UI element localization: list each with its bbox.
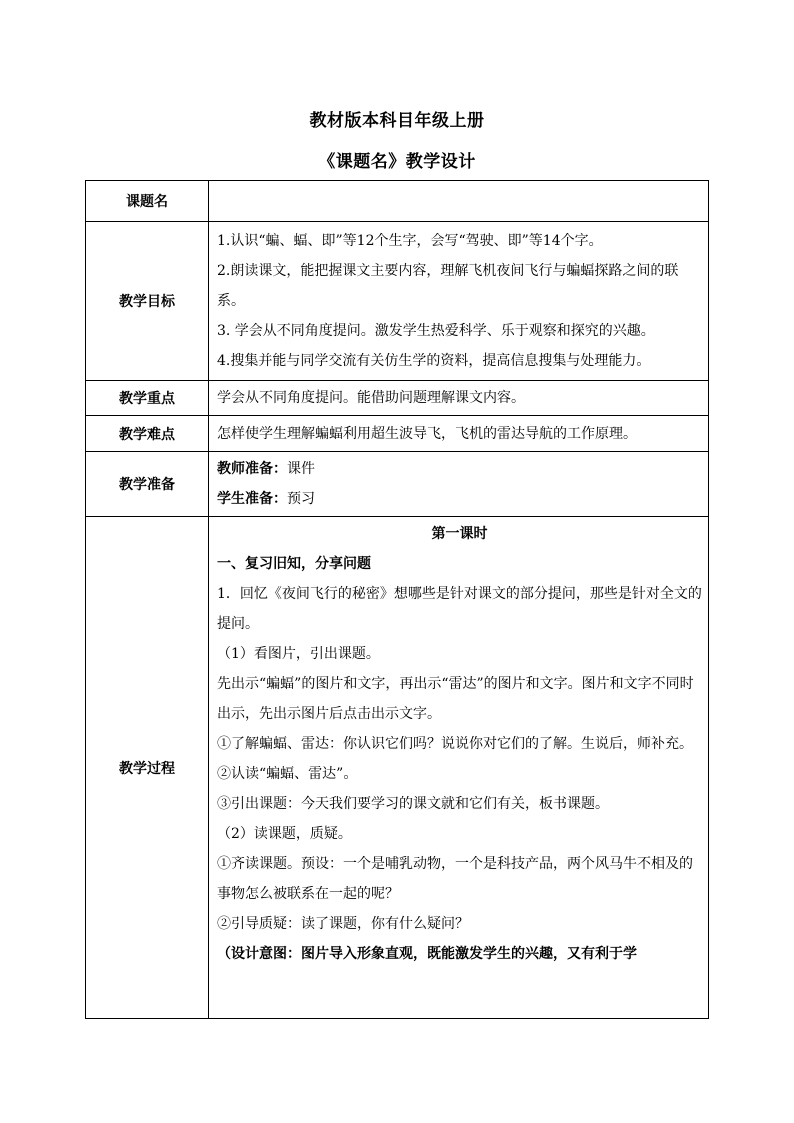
teacher-prep-label: 教师准备： <box>217 461 287 477</box>
student-prep-label: 学生准备： <box>217 491 287 507</box>
document-title: 教材版本科目年级上册 <box>309 111 485 131</box>
key-point-label: 教学重点 <box>86 381 209 416</box>
lesson-plan-table <box>85 180 709 1019</box>
process-content <box>209 517 709 1019</box>
goal-item: 3. 学会从不同角度提问。激发学生热爱科学、乐于观察和探究的兴趣。 <box>217 323 655 339</box>
process-line: （2）读课题，质疑。 <box>217 826 352 842</box>
difficulty-value: 怎样使学生理解蝙蝠利用超生波导飞，飞机的雷达导航的工作原理。 <box>209 416 709 452</box>
process-line: 1．回忆《夜间飞行的秘密》想哪些是针对课文的部分提问，那些是针对全文的提问。 <box>217 586 702 632</box>
preparation-content <box>209 452 709 517</box>
session-heading: 第一课时 <box>431 526 488 542</box>
process-line: 先出示“蝙蝠”的图片和文字，再出示“雷达”的图片和文字。图片和文字不同时出示，先出示图片后点击出示文字。 <box>217 676 694 722</box>
teacher-prep <box>217 454 702 484</box>
process-line: ②认读“蝙蝠、雷达”。 <box>217 766 358 782</box>
process-line: ②引导质疑：读了课题，你有什么疑问？ <box>217 916 469 932</box>
row-topic <box>86 181 709 222</box>
goal-item: 1.认识“蝙、蝠、即”等12个生字，会写“驾驶、即”等14个字。 <box>217 233 603 249</box>
student-prep-value: 预习 <box>287 491 315 507</box>
goals-content <box>209 222 709 381</box>
difficulty-label: 教学难点 <box>86 416 209 452</box>
section-heading: 一、复习旧知，分享问题 <box>217 556 371 572</box>
process-label: 教学过程 <box>86 517 209 1019</box>
process-line: ①了解蝙蝠、雷达：你认识它们吗？说说你对它们的了解。生说后，师补充。 <box>217 736 693 752</box>
goals-label: 教学目标 <box>86 222 209 381</box>
row-preparation <box>86 452 709 517</box>
process-line: ①齐读课题。预设：一个是哺乳动物，一个是科技产品，两个风马牛不相及的事物怎么被联系在一起的呢？ <box>217 856 693 902</box>
lesson-design-title: 《课题名》教学设计 <box>318 152 476 172</box>
key-point-value: 学会从不同角度提问。能借助问题理解课文内容。 <box>209 381 709 416</box>
process-line: ③引出课题：今天我们要学习的课文就和它们有关，板书课题。 <box>217 796 609 812</box>
goal-item: 4.搜集并能与同学交流有关仿生学的资料，提高信息搜集与处理能力。 <box>217 353 651 369</box>
topic-label: 课题名 <box>86 181 209 222</box>
row-key-point <box>86 381 709 416</box>
preparation-label: 教学准备 <box>86 452 209 517</box>
teacher-prep-value: 课件 <box>287 461 315 477</box>
student-prep <box>217 484 702 514</box>
row-goals <box>86 222 709 381</box>
row-difficulty <box>86 416 709 452</box>
topic-value <box>209 181 709 222</box>
row-process <box>86 517 709 1019</box>
goal-item: 2.朗读课文，能把握课文主要内容，理解飞机夜间飞行与蝙蝠探路之间的联系。 <box>217 263 679 309</box>
design-intent-note: （设计意图：图片导入形象直观，既能激发学生的兴趣，又有利于学 <box>217 946 637 962</box>
process-line: （1）看图片，引出课题。 <box>217 646 380 662</box>
